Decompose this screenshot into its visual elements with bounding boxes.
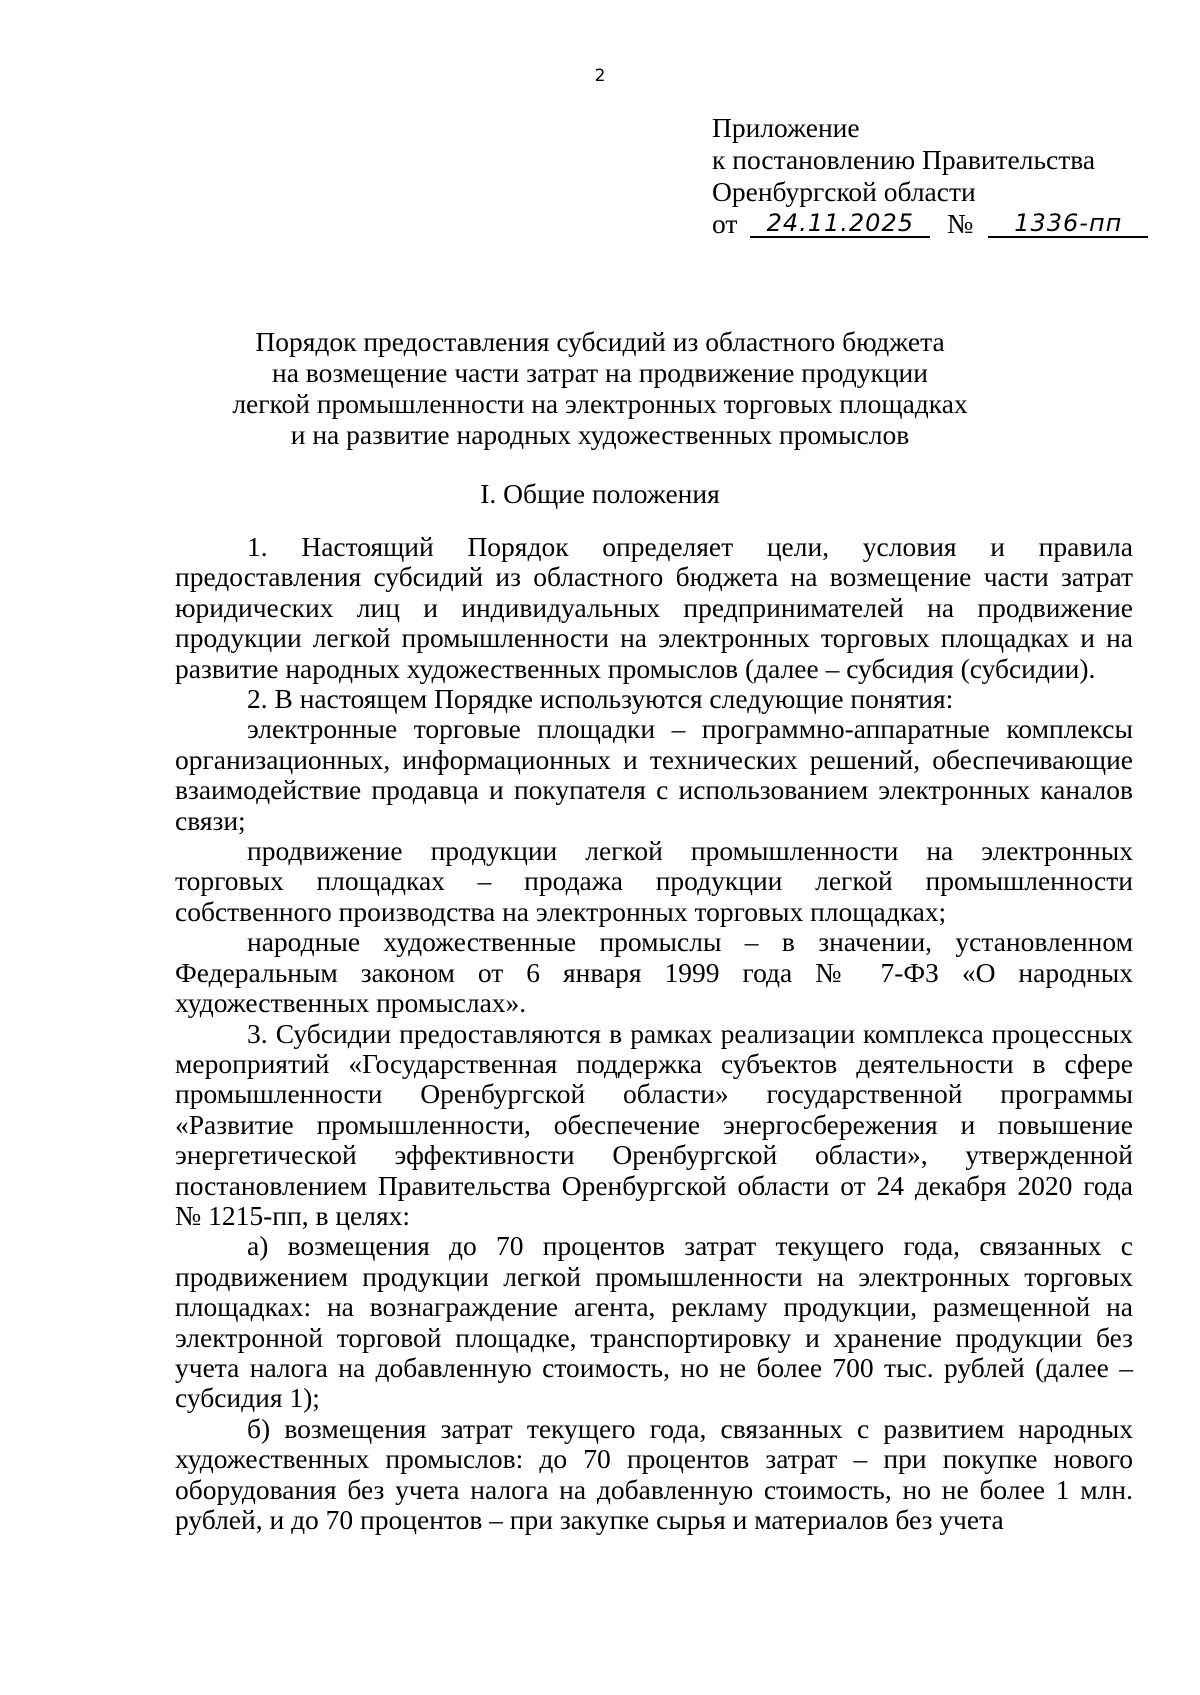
paragraph: 1. Настоящий Порядок определяет цели, условия и правила предоставления субсидий из областного бюджета на возмещение части затрат юридических лиц и индивидуальных предпринимателей на продвижение продукции легкой промышленности на электронных торговых площадках и на развитие народных художественных промыслов (далее – субсидия (субсидии). bbox=[175, 531, 1133, 684]
paragraph: электронные торговые площадки – программно-аппаратные комплексы организационных, информационных и технических решений, обеспечивающие взаимодействие продавца и покупателя с использованием электронных каналов связи; bbox=[175, 713, 1133, 836]
annex-title: Приложение bbox=[712, 112, 860, 143]
handwritten-number: 1336-пп bbox=[988, 210, 1148, 238]
document-body bbox=[175, 532, 1133, 1535]
section-heading: I. Общие положения bbox=[480, 478, 720, 509]
paragraph: а) возмещения до 70 процентов затрат текущего года, связанных с продвижением продукции легкой промышленности на электронных торговых площадках: на вознаграждение агента, рекламу продукции, размещенной на электронной торговой площадке, транспортировку и хранение продукции без учета налога на добавленную стоимость, но не более 700 тыс. рублей (далее – субсидия 1); bbox=[175, 1230, 1133, 1414]
date-prefix: от bbox=[712, 208, 738, 239]
handwritten-date: 24.11.2025 bbox=[750, 210, 930, 238]
paragraph: народные художественные промыслы – в значении, установленном Федеральным законом от 6 января 1999 года № 7-ФЗ «О народных художественных промыслах». bbox=[175, 926, 1133, 1019]
page-number: 2 bbox=[594, 66, 606, 86]
title-line: на возмещение части затрат на продвижение продукции bbox=[272, 357, 928, 388]
annex-reference: к постановлению Правительства bbox=[712, 144, 1096, 175]
paragraph: продвижение продукции легкой промышленности на электронных торговых площадках – продажа продукции легкой промышленности собственного производства на электронных торговых площадках; bbox=[175, 835, 1133, 927]
title-line: Порядок предоставления субсидий из областного бюджета bbox=[255, 326, 945, 357]
paragraph: 3. Субсидии предоставляются в рамках реализации комплекса процессных мероприятий «Государственная поддержка субъектов деятельности в сфере промышленности Оренбургской области» государственной программы «Развитие промышленности, обеспечение энергосбережения и повышение энергетической эффективности Оренбургской области», утвержденной постановлением Правительства Оренбургской области от 24 декабря 2020 года № 1215-пп, в целях: bbox=[175, 1017, 1133, 1231]
annex-date-number-line bbox=[712, 208, 1148, 240]
title-line: и на развитие народных художественных промыслов bbox=[290, 419, 910, 450]
paragraph: 2. В настоящем Порядке используются следующие понятия: bbox=[247, 683, 954, 715]
annex-region: Оренбургской области bbox=[712, 176, 976, 207]
annex-block bbox=[712, 112, 1148, 240]
number-prefix: № bbox=[947, 208, 974, 239]
title-line: легкой промышленности на электронных торговых площадках bbox=[232, 388, 968, 419]
paragraph: б) возмещения затрат текущего года, связанных с развитием народных художественных промыслов: до 70 процентов затрат – при покупке нового оборудования без учета налога на добавленную стоимость, но не более 1 млн. рублей, и до 70 процентов – при закупке сырья и материалов без учета bbox=[175, 1412, 1133, 1535]
document-title bbox=[0, 326, 1200, 450]
